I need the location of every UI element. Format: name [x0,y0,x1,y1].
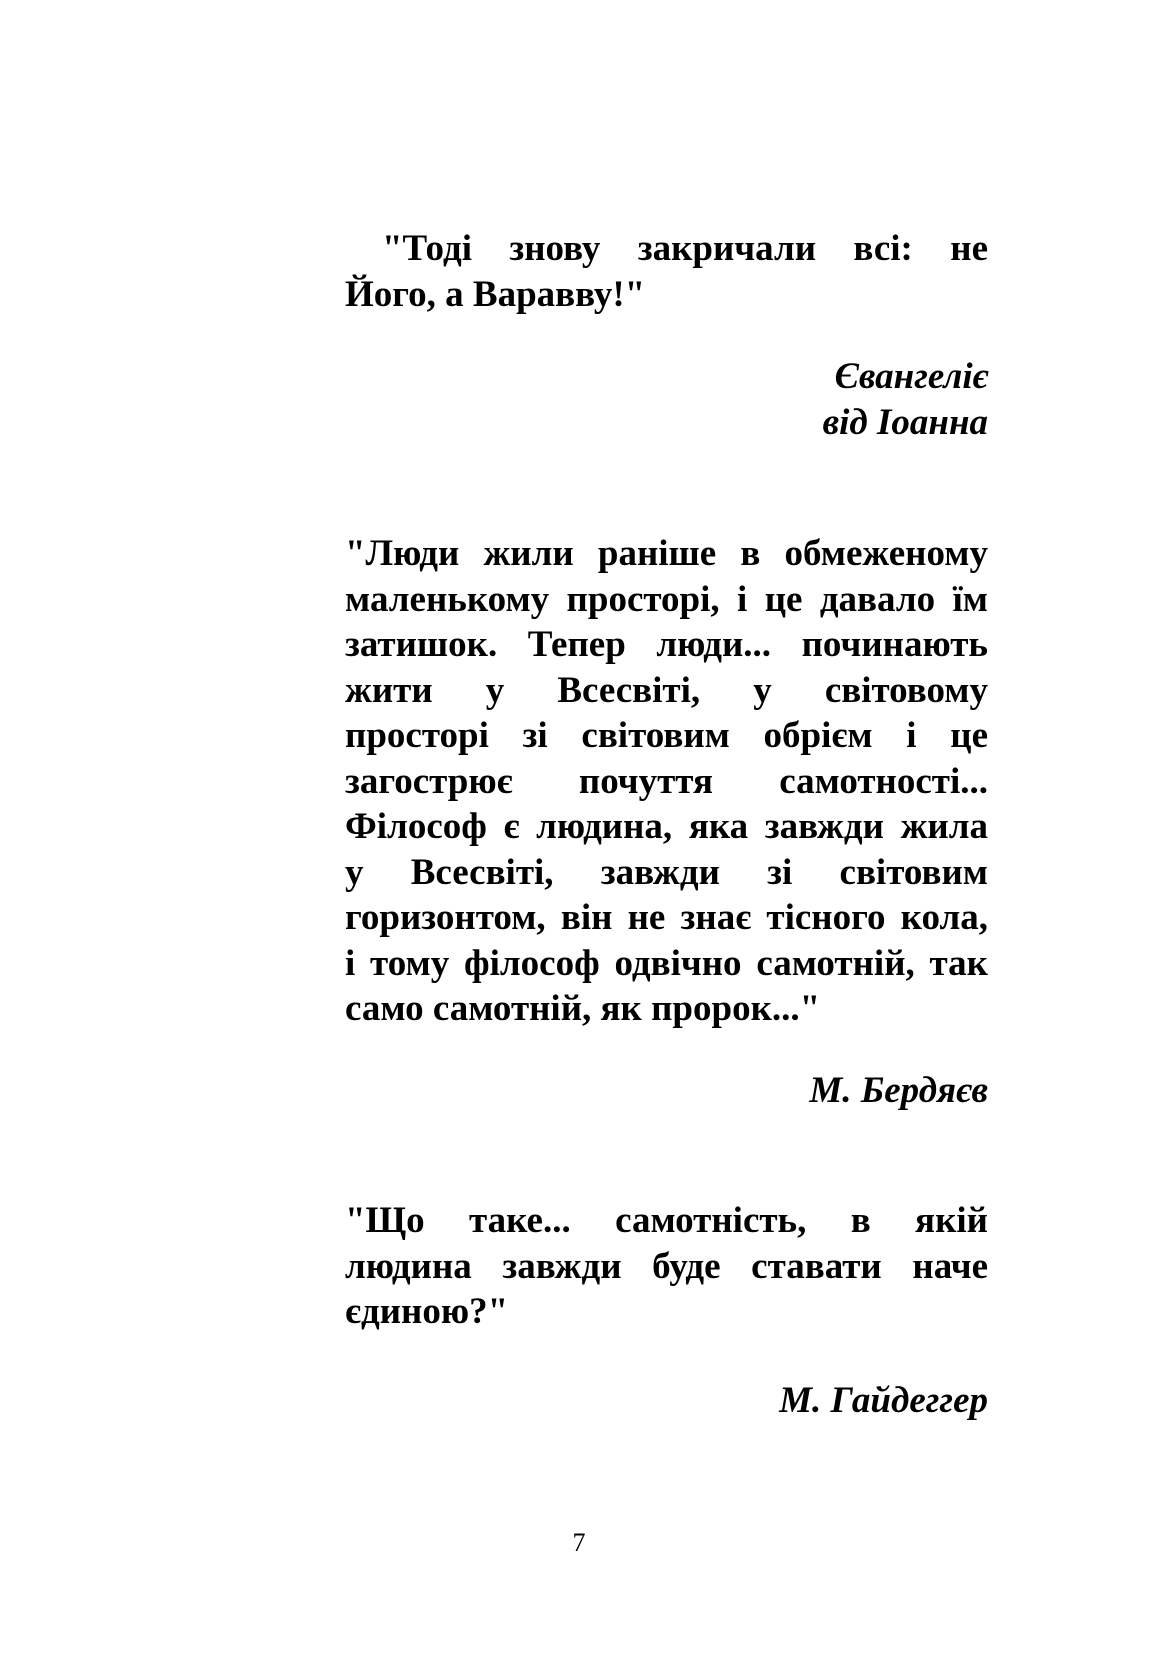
quote-line: горизонтом, він не знає тісного кола, [345,897,988,938]
quote-line: "Люди жили раніше в обмеженому [345,533,988,574]
epigraph-attribution-heidegger [345,1378,988,1424]
attribution-line: Євангеліє [834,356,988,397]
quote-line: жити у Всесвіті, у світовому [345,669,988,711]
epigraph-attribution-gospel [345,354,988,445]
quote-line: людина завжди буде ставати наче [345,1245,988,1287]
quote-line: "Тоді знову закричали всі: не [382,228,988,269]
attribution-line: М. Гайдеггер [779,1380,988,1421]
quote-line: Філософ є людина, яка завжди жила [345,806,988,847]
quote-line: у Всесвіті, завжди зі світовим [345,851,988,893]
quote-line: затишок. Тепер люди... починають [345,624,988,665]
quote-line: загострює почуття самотності... [345,760,988,802]
attribution-line: від Іоанна [822,401,988,443]
quote-line: Його, а Варавву!" [345,273,646,315]
epigraph-quote-gospel [345,226,988,317]
quote-line: "Що таке... самотність, в якій [345,1200,988,1241]
quote-line: і тому філософ одвічно самотній, так [345,942,988,984]
epigraph-attribution-berdyaev [345,1068,988,1114]
quote-line: само самотній, як пророк..." [345,988,821,1029]
quote-line: просторі зі світовим обрієм і це [345,715,988,756]
page-number: 7 [572,1528,586,1557]
quote-line: маленькому просторі, і це давало їм [345,578,988,620]
attribution-line: М. Бердяєв [809,1070,988,1111]
epigraph-quote-berdyaev [345,531,988,1032]
epigraph-quote-heidegger [345,1198,988,1335]
quote-line: єдиною?" [345,1291,509,1332]
